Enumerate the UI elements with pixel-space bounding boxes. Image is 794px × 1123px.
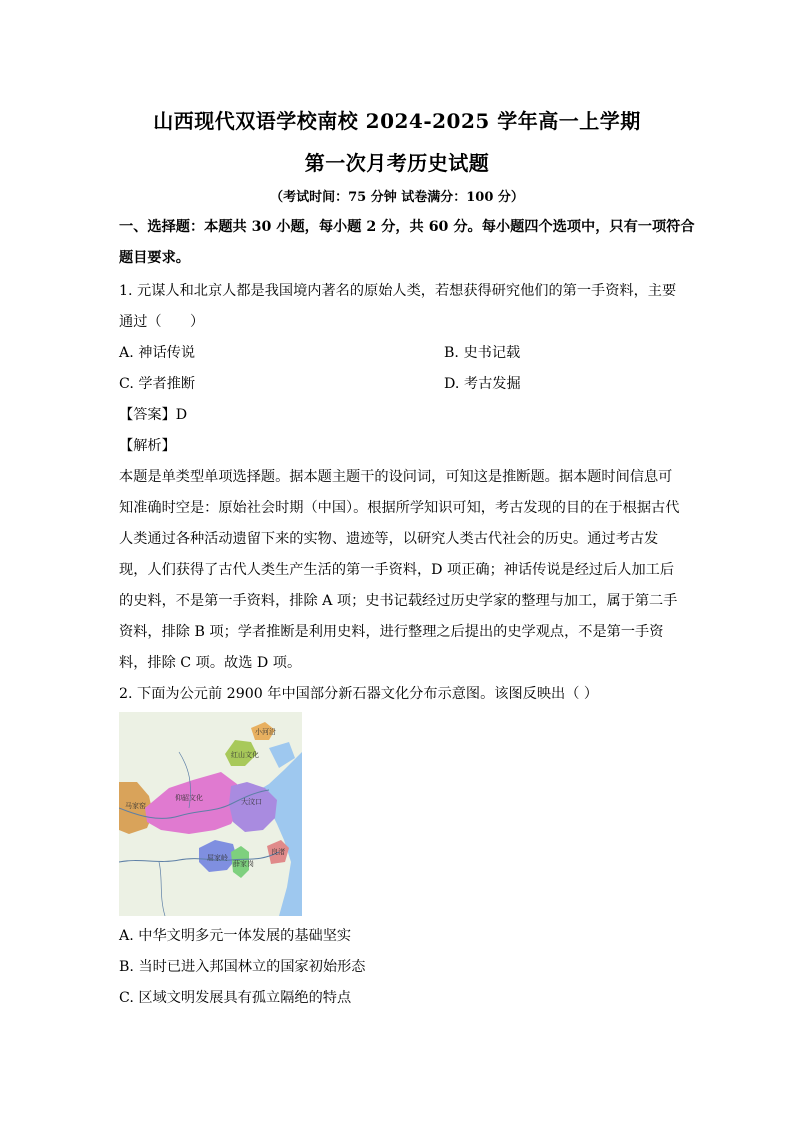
map-label: 马家窑 (125, 802, 146, 810)
question-2-option-b: B. 当时已进入邦国林立的国家初始形态 (119, 959, 366, 975)
question-1-stem-line1: 1. 元谋人和北京人都是我国境内著名的原始人类，若想获得研究他们的第一手资料，主要 (119, 283, 677, 299)
analysis-line: 资料，排除 B 项；学者推断是利用史料，进行整理之后提出的史学观点，不是第一手资 (119, 624, 664, 640)
map-label: 红山文化 (231, 751, 259, 759)
question-1-analysis-label: 【解析】 (119, 438, 176, 454)
section-instructions-line2: 题目要求。 (119, 250, 190, 266)
map-label: 良渚 (271, 848, 285, 856)
question-2-option-c: C. 区域文明发展具有孤立隔绝的特点 (119, 990, 352, 1006)
map-label: 薛家岗 (233, 860, 254, 868)
analysis-line: 知准确时空是：原始社会时期（中国）。根据所学知识可知，考古发现的目的在于根据古代 (119, 500, 680, 516)
exam-info: （考试时间：75 分钟 试卷满分：100 分） (270, 190, 524, 205)
section-instructions-line1: 一、选择题：本题共 30 小题，每小题 2 分，共 60 分。每小题四个选项中，只有一项符合 (119, 219, 695, 235)
question-1-stem-line2: 通过（ ） (119, 314, 205, 330)
analysis-line: 本题是单类型单项选择题。据本题主题干的设问词，可知这是推断题。据本题时间信息可 (119, 469, 673, 485)
map-label: 仰韶文化 (175, 794, 203, 802)
map-label: 屈家岭 (207, 854, 228, 862)
analysis-line: 料，排除 C 项。故选 D 项。 (119, 655, 302, 671)
page-title-line2: 第一次月考历史试题 (304, 151, 490, 175)
question-1-option-c: C. 学者推断 (119, 376, 196, 392)
map-label: 大汶口 (241, 798, 262, 806)
map-label: 小河沿 (255, 728, 276, 736)
question-2-stem: 2. 下面为公元前 2900 年中国部分新石器文化分布示意图。该图反映出（ ） (119, 686, 599, 702)
analysis-line: 的史料，不是第一手资料，排除 A 项；史书记载经过历史学家的整理与加工，属于第二手 (119, 593, 678, 609)
neolithic-culture-map (119, 712, 302, 916)
question-2-option-a: A. 中华文明多元一体发展的基础坚实 (119, 928, 352, 944)
page-title-line1: 山西现代双语学校南校 2024-2025 学年高一上学期 (153, 109, 641, 133)
map-svg (119, 712, 302, 916)
question-1-option-a: A. 神话传说 (119, 345, 196, 361)
question-1-option-d: D. 考古发掘 (444, 376, 521, 392)
question-1-answer: 【答案】D (119, 407, 188, 423)
analysis-line: 现，人们获得了古代人类生产生活的第一手资料，D 项正确；神话传说是经过后人加工后 (119, 562, 675, 578)
analysis-line: 人类通过各种活动遗留下来的实物、遗迹等，以研究人类古代社会的历史。通过考古发 (119, 531, 659, 547)
question-1-option-b: B. 史书记载 (444, 345, 521, 361)
